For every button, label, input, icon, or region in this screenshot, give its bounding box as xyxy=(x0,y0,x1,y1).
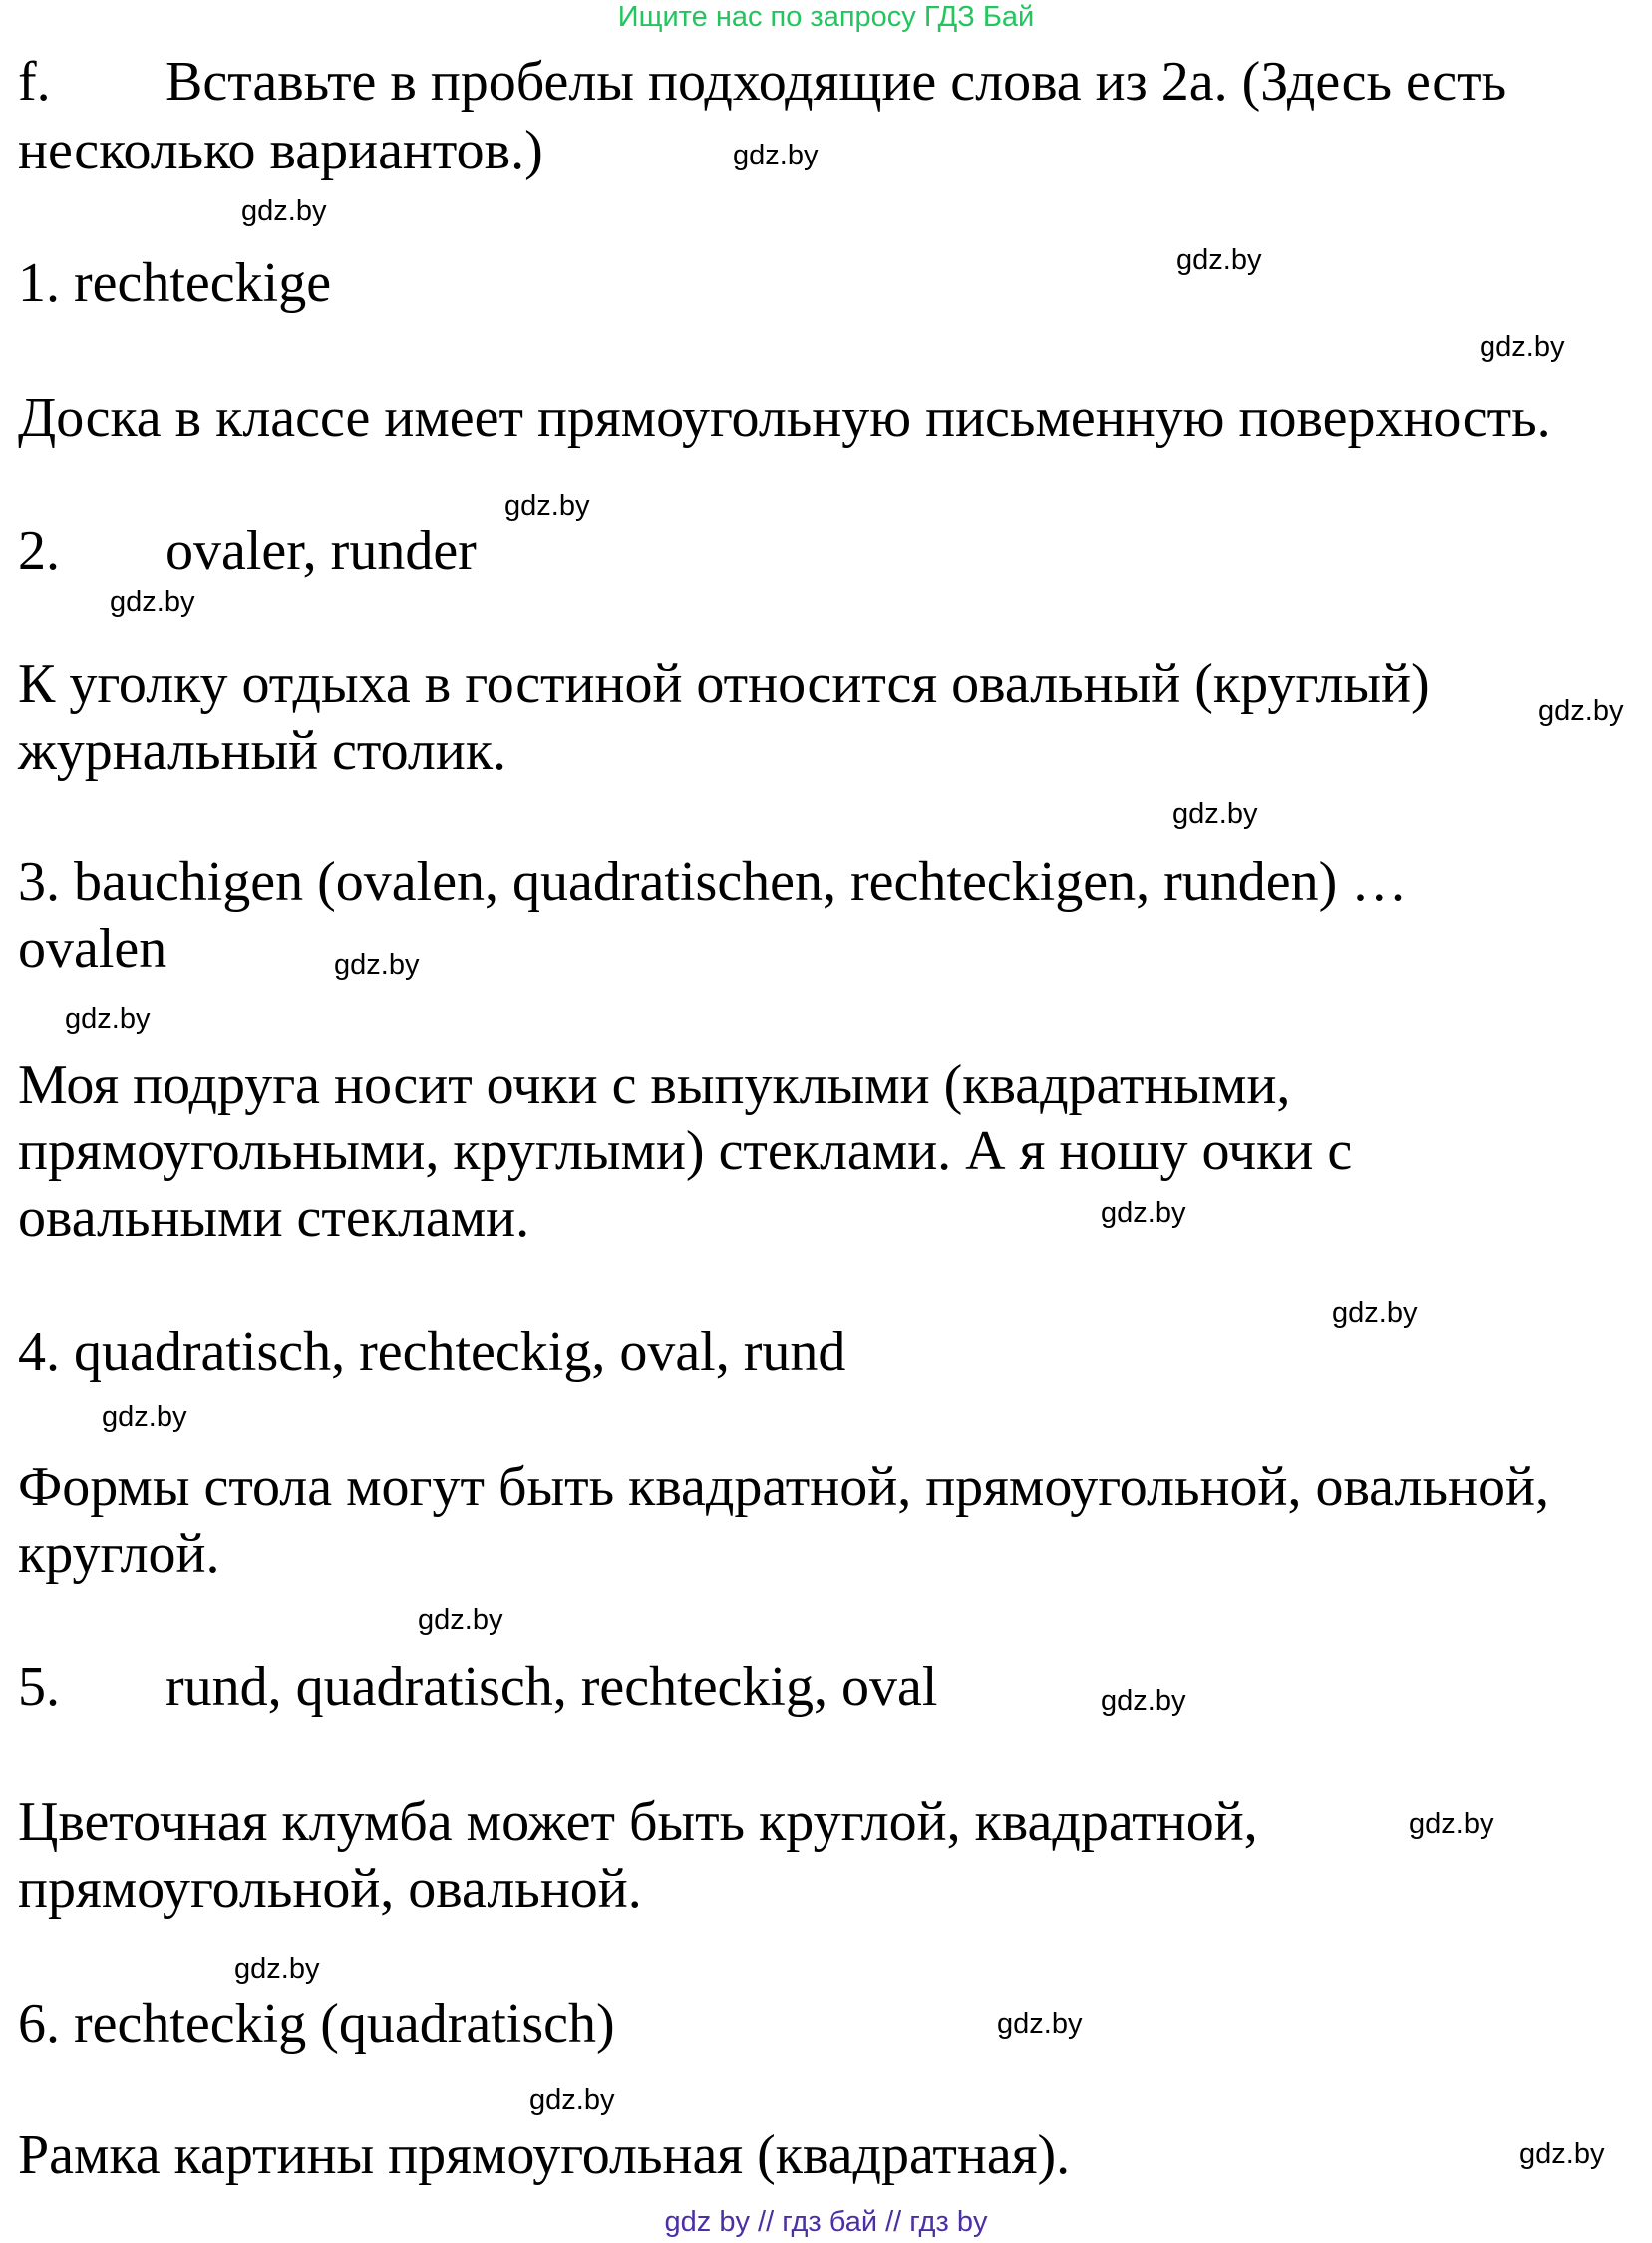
answer-3-line1: 3. bauchigen (ovalen, quadratischen, rechteckigen, runden) … xyxy=(18,851,1408,913)
answer-3-line2: ovalen xyxy=(18,918,167,980)
task-instruction-line1: Вставьте в пробелы подходящие слова из 2a. (Здесь есть xyxy=(165,51,1507,113)
watermark: gdz.by xyxy=(102,1401,187,1433)
watermark: gdz.by xyxy=(65,1003,151,1035)
translation-4-line2: круглой. xyxy=(18,1523,220,1585)
watermark: gdz.by xyxy=(1101,1197,1186,1229)
answer-4: 4. quadratisch, rechteckig, oval, rund xyxy=(18,1321,846,1383)
watermark: gdz.by xyxy=(1332,1297,1418,1329)
watermark: gdz.by xyxy=(504,490,590,522)
translation-2-line2: журнальный столик. xyxy=(18,720,507,782)
watermark: gdz.by xyxy=(1101,1685,1186,1717)
watermark: gdz.by xyxy=(1172,799,1258,830)
answer-1: 1. rechteckige xyxy=(18,252,332,314)
task-letter: f. xyxy=(18,51,51,113)
translation-3-line2: прямоугольными, круглыми) стеклами. А я ношу очки с xyxy=(18,1121,1353,1182)
task-instruction xyxy=(18,48,1506,116)
answer-5-number: 5. xyxy=(18,1656,60,1718)
watermark: gdz.by xyxy=(1519,2138,1605,2170)
translation-3-line3: овальными стеклами. xyxy=(18,1187,530,1249)
watermark: gdz.by xyxy=(1538,695,1624,727)
watermark: gdz.by xyxy=(733,140,819,171)
watermark: gdz.by xyxy=(1409,1808,1494,1840)
translation-6-line1: Рамка картины прямоугольная (квадратная). xyxy=(18,2124,1071,2186)
watermark: gdz.by xyxy=(418,1604,503,1636)
watermark: gdz.by xyxy=(1176,244,1262,276)
watermark: gdz.by xyxy=(241,195,327,227)
answer-6: 6. rechteckig (quadratisch) xyxy=(18,1993,615,2055)
watermark: gdz.by xyxy=(234,1953,320,1985)
answer-5 xyxy=(18,1653,937,1721)
translation-4-line1: Формы стола могут быть квадратной, прямоугольной, овальной, xyxy=(18,1456,1549,1518)
translation-3-line1: Моя подруга носит очки с выпуклыми (квадратными, xyxy=(18,1054,1291,1116)
watermark: gdz.by xyxy=(334,949,420,981)
translation-1-line1: Доска в классе имеет прямоугольную письменную поверхность. xyxy=(18,387,1551,449)
watermark: gdz.by xyxy=(997,2008,1083,2040)
answer-2-number: 2. xyxy=(18,520,60,582)
answer-2 xyxy=(18,517,477,585)
answer-5-text: rund, quadratisch, rechteckig, oval xyxy=(165,1656,938,1718)
watermark: gdz.by xyxy=(1480,331,1565,363)
answer-2-text: ovaler, runder xyxy=(165,520,477,582)
translation-5-line1: Цветочная клумба может быть круглой, квадратной, xyxy=(18,1791,1258,1853)
watermark: gdz.by xyxy=(529,2084,615,2116)
top-banner[interactable]: Ищите нас по запросу ГДЗ Бай xyxy=(617,1,1035,33)
translation-2-line1: К уголку отдыха в гостиной относится овальный (круглый) xyxy=(18,653,1430,715)
translation-5-line2: прямоугольной, овальной. xyxy=(18,1858,642,1920)
watermark: gdz.by xyxy=(110,586,195,618)
footer-links[interactable]: gdz by // гдз бай // гдз by xyxy=(664,2206,988,2238)
task-instruction-line2: несколько вариантов.) xyxy=(18,120,543,181)
